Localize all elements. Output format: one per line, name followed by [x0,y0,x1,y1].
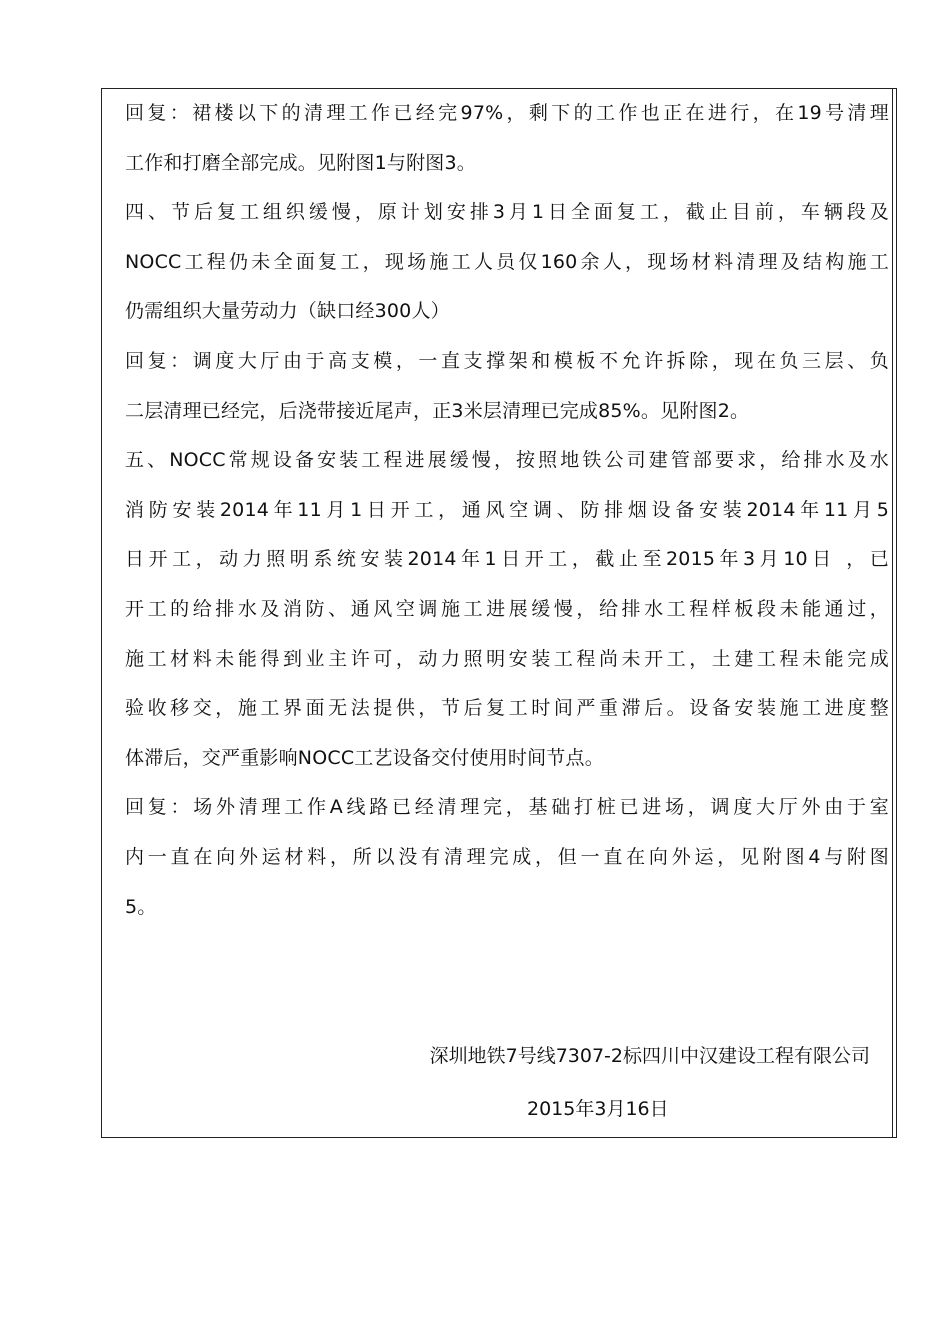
text-line: 日开工，动力照明系统安装2014年1日开工，截止至2015年3月10日 ，已 [125,548,889,571]
paragraph-reply-1 [125,89,889,188]
text-line: 工作和打磨全部完成。见附图1与附图3。 [125,151,476,174]
text-line: 验收移交，施工界面无法提供，节后复工时间严重滞后。设备安装施工进度整 [125,697,889,720]
paragraph-issue-4 [125,188,889,337]
text-line: 回复：调度大厅由于高支模，一直支撑架和模板不允许拆除，现在负三层、负 [125,349,889,372]
signature-company: 深圳地铁7号线7307-2标四川中汉建设工程有限公司 [429,1045,870,1067]
document-body [125,89,889,932]
paragraph-reply-3 [125,783,889,932]
text-line: 五、NOCC常规设备安装工程进展缓慢，按照地铁公司建管部要求，给排水及水 [125,449,889,472]
text-line: 四、节后复工组织缓慢，原计划安排3月1日全面复工，截止目前，车辆段及 [125,201,889,224]
text-line: 回复：裙楼以下的清理工作已经完97%，剩下的工作也正在进行，在19号清理 [125,102,889,124]
text-line: 开工的给排水及消防、通风空调施工进展缓慢，给排水工程样板段未能通过， [125,597,889,620]
text-line: 5。 [125,895,157,918]
signature-date: 2015年3月16日 [527,1098,669,1120]
text-line: 仍需组织大量劳动力（缺口经300人） [125,300,450,323]
text-line: 二层清理已经完，后浇带接近尾声，正3米层清理已完成85%。见附图2。 [125,399,750,422]
text-line: 施工材料未能得到业主许可，动力照明安装工程尚未开工，土建工程未能完成 [125,647,889,670]
text-line: NOCC工程仍未全面复工，现场施工人员仅160余人，现场材料清理及结构施工 [125,250,889,273]
text-line: 体滞后，交严重影响NOCC工艺设备交付使用时间节点。 [125,746,604,769]
text-line: 内一直在向外运材料，所以没有清理完成，但一直在向外运，见附图4与附图 [125,845,889,868]
document-frame [101,88,897,1138]
paragraph-issue-5 [125,436,889,783]
text-line: 消防安装2014年11月1日开工，通风空调、防排烟设备安装2014年11月5 [125,498,889,521]
paragraph-reply-2 [125,337,889,436]
text-line: 回复：场外清理工作A线路已经清理完，基础打桩已进场，调度大厅外由于室 [125,796,889,819]
